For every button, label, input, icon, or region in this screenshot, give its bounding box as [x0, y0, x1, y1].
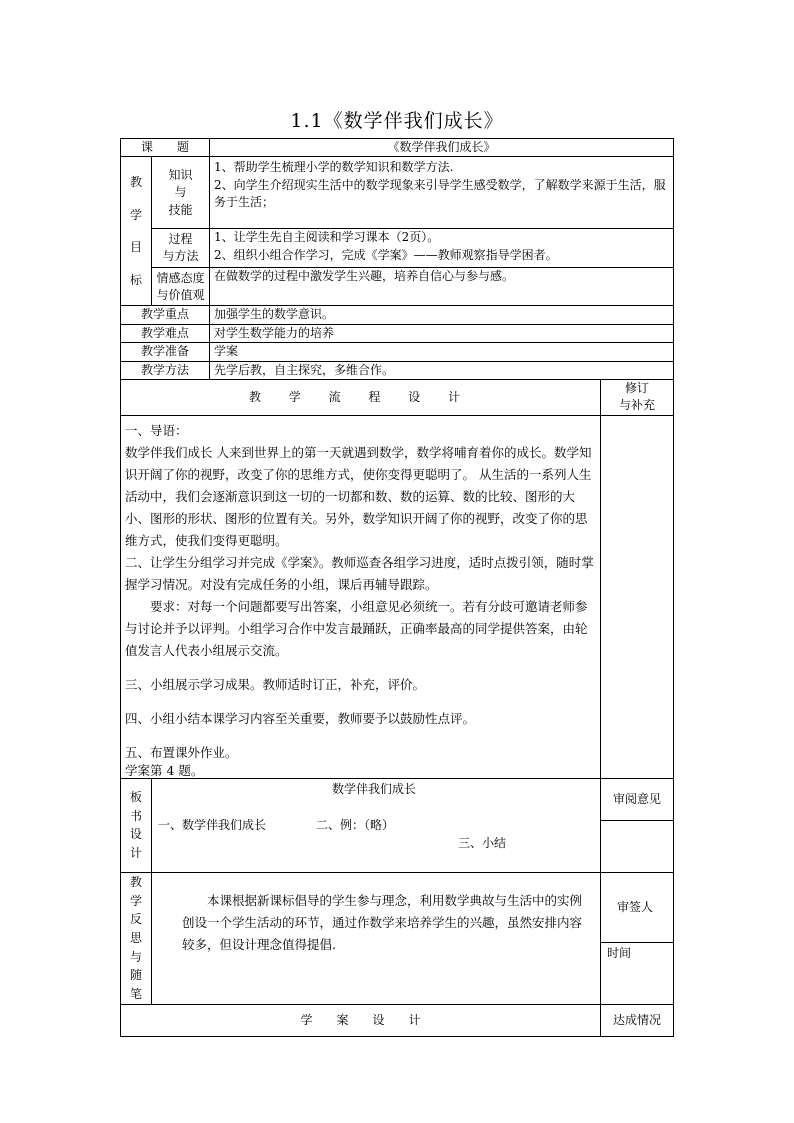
step-three: 三、小组展示学习成果。教师适时订正，补充，评价。	[125, 676, 426, 692]
board-item-two: 二、例：（略）	[316, 817, 395, 832]
step-two-requirement: 要求：对每一个问题都要写出答案，小组意见必须统一。若有分歧可邀请老师参与讨论并予以评判。小组学习合作中发言最踊跃，正确率最高的同学提供答案，由轮值发言人代表小组展示交流。	[125, 598, 588, 658]
board-content	[152, 778, 601, 872]
time-label: 时间	[601, 942, 674, 1004]
flow-body-row	[121, 415, 674, 778]
preparation-value: 学案	[210, 343, 674, 361]
board-item-one: 一、数学伴我们成长	[158, 817, 267, 832]
board-label: 板 书 设 计	[121, 778, 152, 872]
board-item-three: 三、小结	[458, 835, 507, 850]
revise-cell	[601, 415, 674, 778]
reflection-label: 教 学 反 思 与 随 笔	[121, 872, 152, 1004]
topic-row	[121, 139, 674, 157]
board-title: 数学伴我们成长	[332, 781, 417, 796]
document-title: 1.1《数学伴我们成长》	[290, 110, 504, 132]
board-row-top	[121, 778, 674, 820]
emotion-row	[121, 268, 674, 306]
emotion-label: 情感态度 与价值观	[152, 268, 210, 306]
flow-body	[121, 415, 601, 778]
process-text: 1、让学生先自主阅读和学习课本（2页）。 2、组织小组合作学习，完成《学案》——教师观察指导学困者。	[210, 229, 674, 268]
knowledge-label: 知识 与 技能	[152, 157, 210, 229]
flow-header-row	[121, 379, 674, 415]
difficulty-value: 对学生数学能力的培养	[210, 324, 674, 342]
difficulty-label: 教学难点	[121, 324, 210, 342]
preparation-row	[121, 343, 674, 361]
method-row	[121, 361, 674, 379]
process-label: 过程 与方法	[152, 229, 210, 268]
study-plan-header: 学 案 设 计	[121, 1004, 601, 1036]
footer-row	[121, 1004, 674, 1036]
step-five-title: 五、布置课外作业。	[125, 744, 238, 760]
difficulty-row	[121, 324, 674, 342]
reflection-text-cell	[152, 872, 601, 1004]
key-point-value: 加强学生的数学意识。	[210, 306, 674, 324]
reflection-row-top	[121, 872, 674, 942]
review-label: 审阅意见	[601, 778, 674, 820]
topic-value: 《数学伴我们成长》	[210, 139, 674, 157]
intro-body: 数学伴我们成长 人来到世界上的第一天就遇到数学，数学将哺育着你的成长。数学知识开阔了你的视野，改变了你的思维方式，使你变得更聪明了。 从生活的一系列人生活动中，我们会逐渐意识到这一切的一切都和数、数的运算、数的比较、图形的大小、图形的形状、图形的位置有关。另外，数学知识开阔了你的视野，改变了你的思维方式，使我们变得更聪明。	[125, 444, 592, 548]
emotion-text: 在做数学的过程中激发学生兴趣，培养自信心与参与感。	[210, 268, 674, 306]
review-cell	[601, 820, 674, 872]
knowledge-text: 1、帮助学生梳理小学的数学知识和数学方法. 2、向学生介绍现实生活中的数学现象来引导学生感受数学，了解数学来源于生活，服务于生活；	[210, 157, 674, 229]
step-two: 二、让学生分组学习并完成《学案》。教师巡查各组学习进度，适时点拨引领，随时掌握学习情况。对没有完成任务的小组，课后再辅导跟踪。	[125, 554, 594, 592]
knowledge-row	[121, 157, 674, 229]
reflection-text: 本课根据新课标倡导的学生参与理念，利用数学典故与生活中的实例创设一个学生活动的环节，通过作数学来培养学生的兴趣，虽然安排内容较多，但设计理念值得提倡.	[182, 893, 583, 953]
process-row	[121, 229, 674, 268]
lesson-plan-table	[120, 138, 674, 1037]
key-point-label: 教学重点	[121, 306, 210, 324]
intro-title: 一、导语：	[125, 422, 188, 438]
preparation-label: 教学准备	[121, 343, 210, 361]
step-four: 四、小组小结本课学习内容至关重要，教师要予以鼓励性点评。	[125, 710, 476, 726]
status-header: 达成情况	[601, 1004, 674, 1036]
method-value: 先学后教，自主探究，多维合作。	[210, 361, 674, 379]
method-label: 教学方法	[121, 361, 210, 379]
signer-label: 审签人	[601, 872, 674, 942]
revise-header: 修订 与补充	[601, 379, 674, 415]
key-point-row	[121, 306, 674, 324]
step-five-body: 学案第 4 题。	[125, 762, 204, 778]
topic-label: 课 题	[121, 139, 210, 157]
objectives-label: 教 学 目 标	[121, 157, 152, 306]
flow-header: 教 学 流 程 设 计	[121, 379, 601, 415]
